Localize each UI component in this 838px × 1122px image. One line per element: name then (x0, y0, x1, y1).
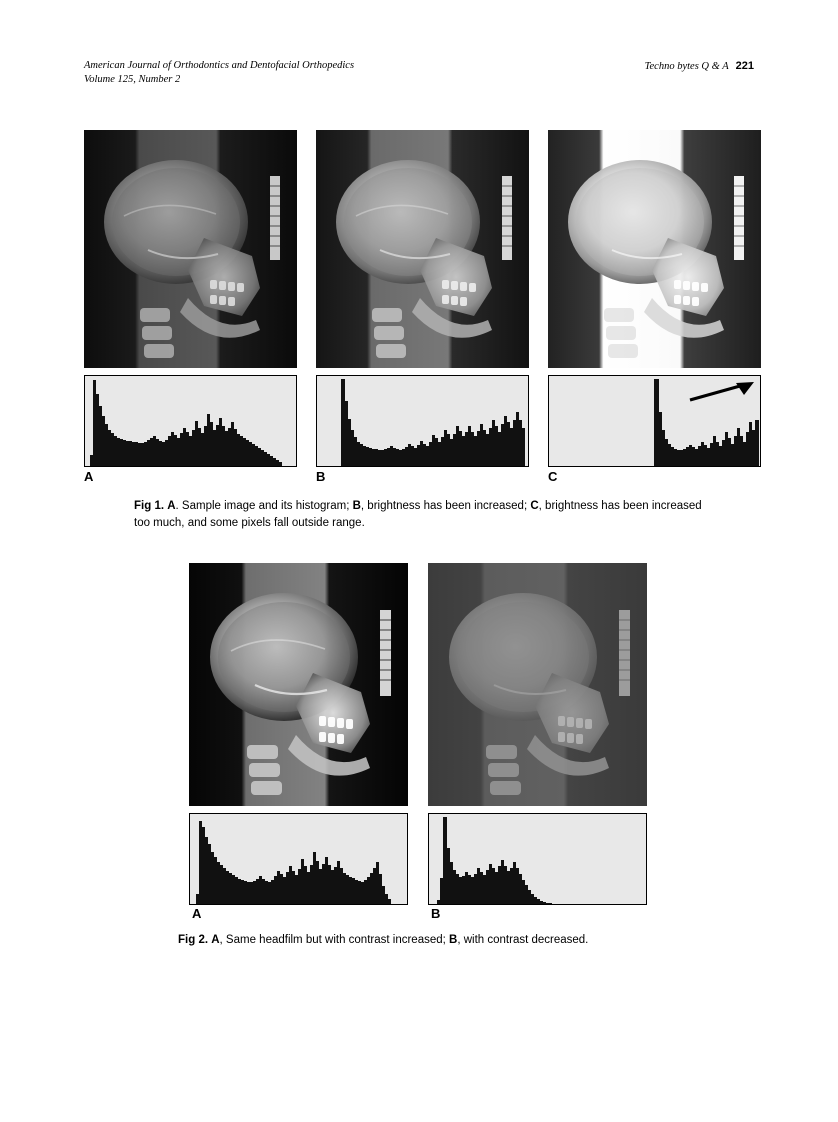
figure1-caption-bold-1: A (167, 500, 176, 512)
histogram-plot-fig2-a (190, 814, 407, 904)
figure2-panel-b-letter: B (431, 906, 441, 921)
figure2-caption-label: Fig 2. (178, 934, 209, 946)
figure1-caption-text-3: , brightness has been increased too much, and some pixels fall outside range. (134, 500, 702, 529)
page-number: 221 (735, 60, 754, 72)
journal-volume: Volume 125, Number 2 (84, 74, 181, 85)
figure1-panel-b-letter: B (316, 469, 326, 484)
figure1-panel-c-letter: C (548, 469, 558, 484)
xray-image-fig2-a (189, 563, 408, 806)
journal-title: American Journal of Orthodontics and Dentofacial Orthopedics (84, 60, 355, 71)
figure1-caption-text-1: . Sample image and its histogram; (175, 500, 353, 512)
figure2-panel-a-letter: A (192, 906, 202, 921)
figure1-panel-a-letter: A (84, 469, 94, 484)
figure1-caption-bold-2: B (352, 500, 361, 512)
histogram-fig2-b (428, 813, 647, 905)
figure2-caption-text-2: , with contrast decreased. (457, 934, 589, 946)
figure1-caption-text-2: , brightness has been increased; (360, 500, 531, 512)
figure1-caption-label: Fig 1. (134, 500, 165, 512)
figure1-caption-bold-3: C (530, 500, 539, 512)
figure2-panel-b (428, 563, 647, 923)
histogram-fig2-a (189, 813, 408, 905)
figure2-panel-a (189, 563, 408, 923)
section-title: Techno bytes Q & A (644, 61, 729, 72)
xray-image-fig2-b (428, 563, 647, 806)
histogram-plot-fig2-b (429, 814, 646, 904)
figure2-caption (178, 932, 698, 949)
figure2-caption-bold-1: A (211, 934, 220, 946)
figure2-caption-bold-2: B (449, 934, 458, 946)
figure2-caption-text-1: , Same headfilm but with contrast increased; (219, 934, 450, 946)
